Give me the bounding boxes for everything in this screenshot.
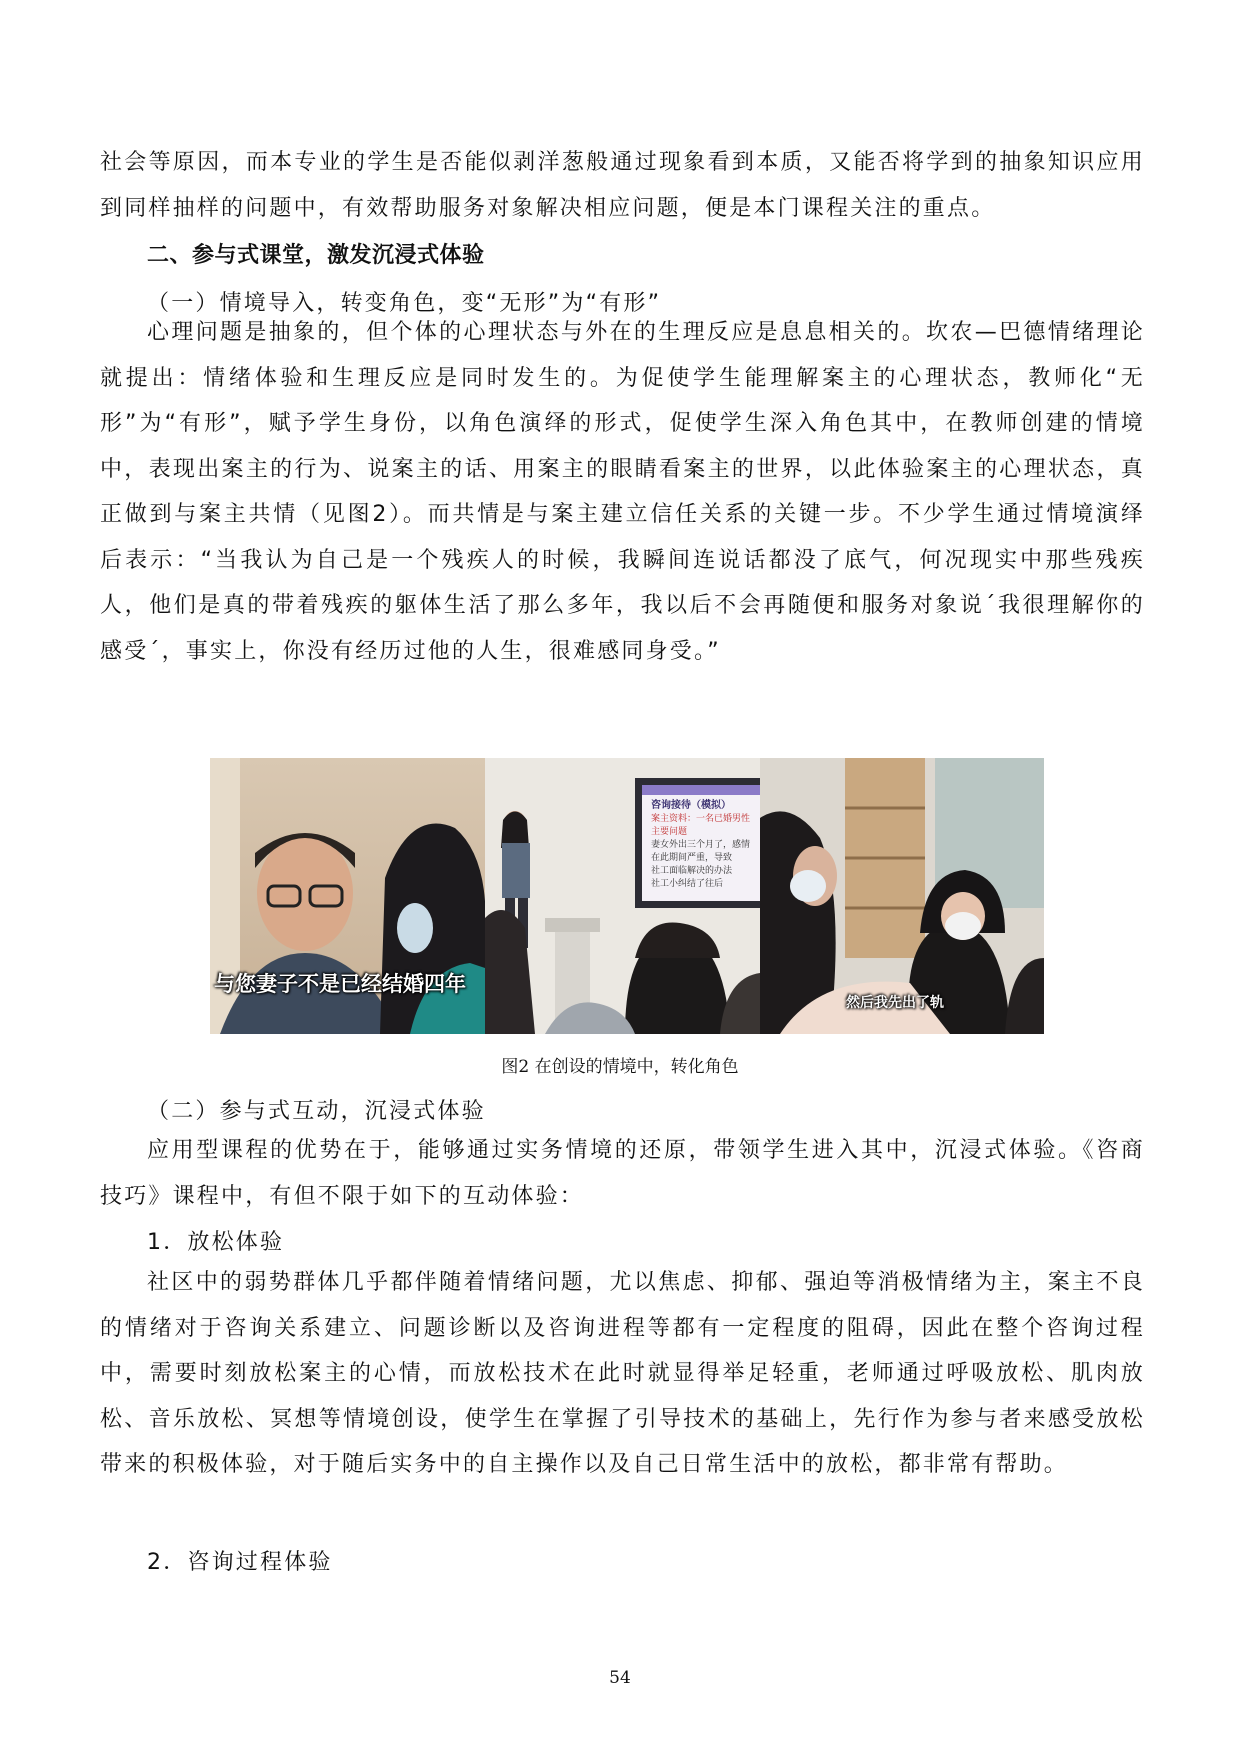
video-subtitle-left: 与您妻子不是已经结婚四年: [214, 972, 466, 996]
photo-student-roleplay: [210, 758, 485, 1034]
slide-line: 案主资料：一名已婚男性: [651, 814, 751, 824]
paragraph-continued: 社会等原因，而本专业的学生是否能似剥洋葱般通过现象看到本质，又能否将学到的抽象知识应用到同样抽样的问题中，有效帮助服务对象解决相应问题，便是本门课程关注的重点。: [100, 150, 1145, 221]
subsection-heading-1: （一）情境导入，转变角色，变“无形”为“有形”: [147, 291, 662, 316]
slide-line: 妻女外出三个月了，感情: [651, 840, 751, 850]
list-item-counseling-process: 2．咨询过程体验: [147, 1550, 333, 1575]
video-subtitle-right: 然后我先出了轨: [846, 995, 944, 1011]
slide-title: 咨询接待（模拟）: [651, 800, 731, 811]
figure-caption: 图2 在创设的情境中，转化角色: [501, 1057, 739, 1077]
slide-line: 主要问题: [651, 827, 688, 837]
paragraph-role-play: 心理问题是抽象的，但个体的心理状态与外在的生理反应是息息相关的。坎农—巴德情绪理论就提出：情绪体验和生理反应是同时发生的。为促使学生能理解案主的心理状态，教师化“无形”为“有形”，赋予学生身份，以角色演绎的形式，促使学生深入角色其中，在教师创建的情境中，表现出案主的行为、说案主的话、用案主的眼睛看案主的世界，以此体验案主的心理状态，真正做到与案主共情（见图2）。而共情是与案主建立信任关系的关键一步。不少学生通过情境演绎后表示：“当我认为自己是一个残疾人的时候，我瞬间连说话都没了底气，何况现实中那些残疾人，他们是真的带着残疾的躯体生活了那么多年，我以后不会再随便和服务对象说´我很理解你的感受´，事实上，你没有经历过他的人生，很难感同身受。”: [100, 320, 1145, 664]
photo-students-masks: [760, 758, 1044, 1034]
slide-line: 社工小纠结了往后: [651, 879, 724, 889]
list-item-relaxation: 1．放松体验: [147, 1230, 285, 1255]
photo-classroom-screen: [485, 758, 760, 1034]
slide-line: 社工面临解决的办法: [651, 866, 733, 876]
slide-line: 在此期间严重，导致: [651, 853, 733, 863]
paragraph-relaxation: 社区中的弱势群体几乎都伴随着情绪问题，尤以焦虑、抑郁、强迫等消极情绪为主，案主不良的情绪对于咨询关系建立、问题诊断以及咨询进程等都有一定程度的阻碍，因此在整个咨询过程中，需要时刻放松案主的心情，而放松技术在此时就显得举足轻重，老师通过呼吸放松、肌肉放松、音乐放松、冥想等情境创设，使学生在掌握了引导技术的基础上，先行作为参与者来感受放松带来的积极体验，对于随后实务中的自主操作以及自己日常生活中的放松，都非常有帮助。: [100, 1270, 1145, 1477]
section-heading: 二、参与式课堂，激发沉浸式体验: [147, 243, 485, 268]
page-number: 54: [609, 1668, 631, 1688]
paragraph-applied-course: 应用型课程的优势在于，能够通过实务情境的还原，带领学生进入其中，沉浸式体验。《咨商技巧》课程中，有但不限于如下的互动体验：: [100, 1138, 1145, 1209]
figure-2-photos: [210, 758, 1044, 1034]
slide-content: [651, 796, 757, 889]
subsection-heading-2: （二）参与式互动，沉浸式体验: [147, 1099, 486, 1124]
